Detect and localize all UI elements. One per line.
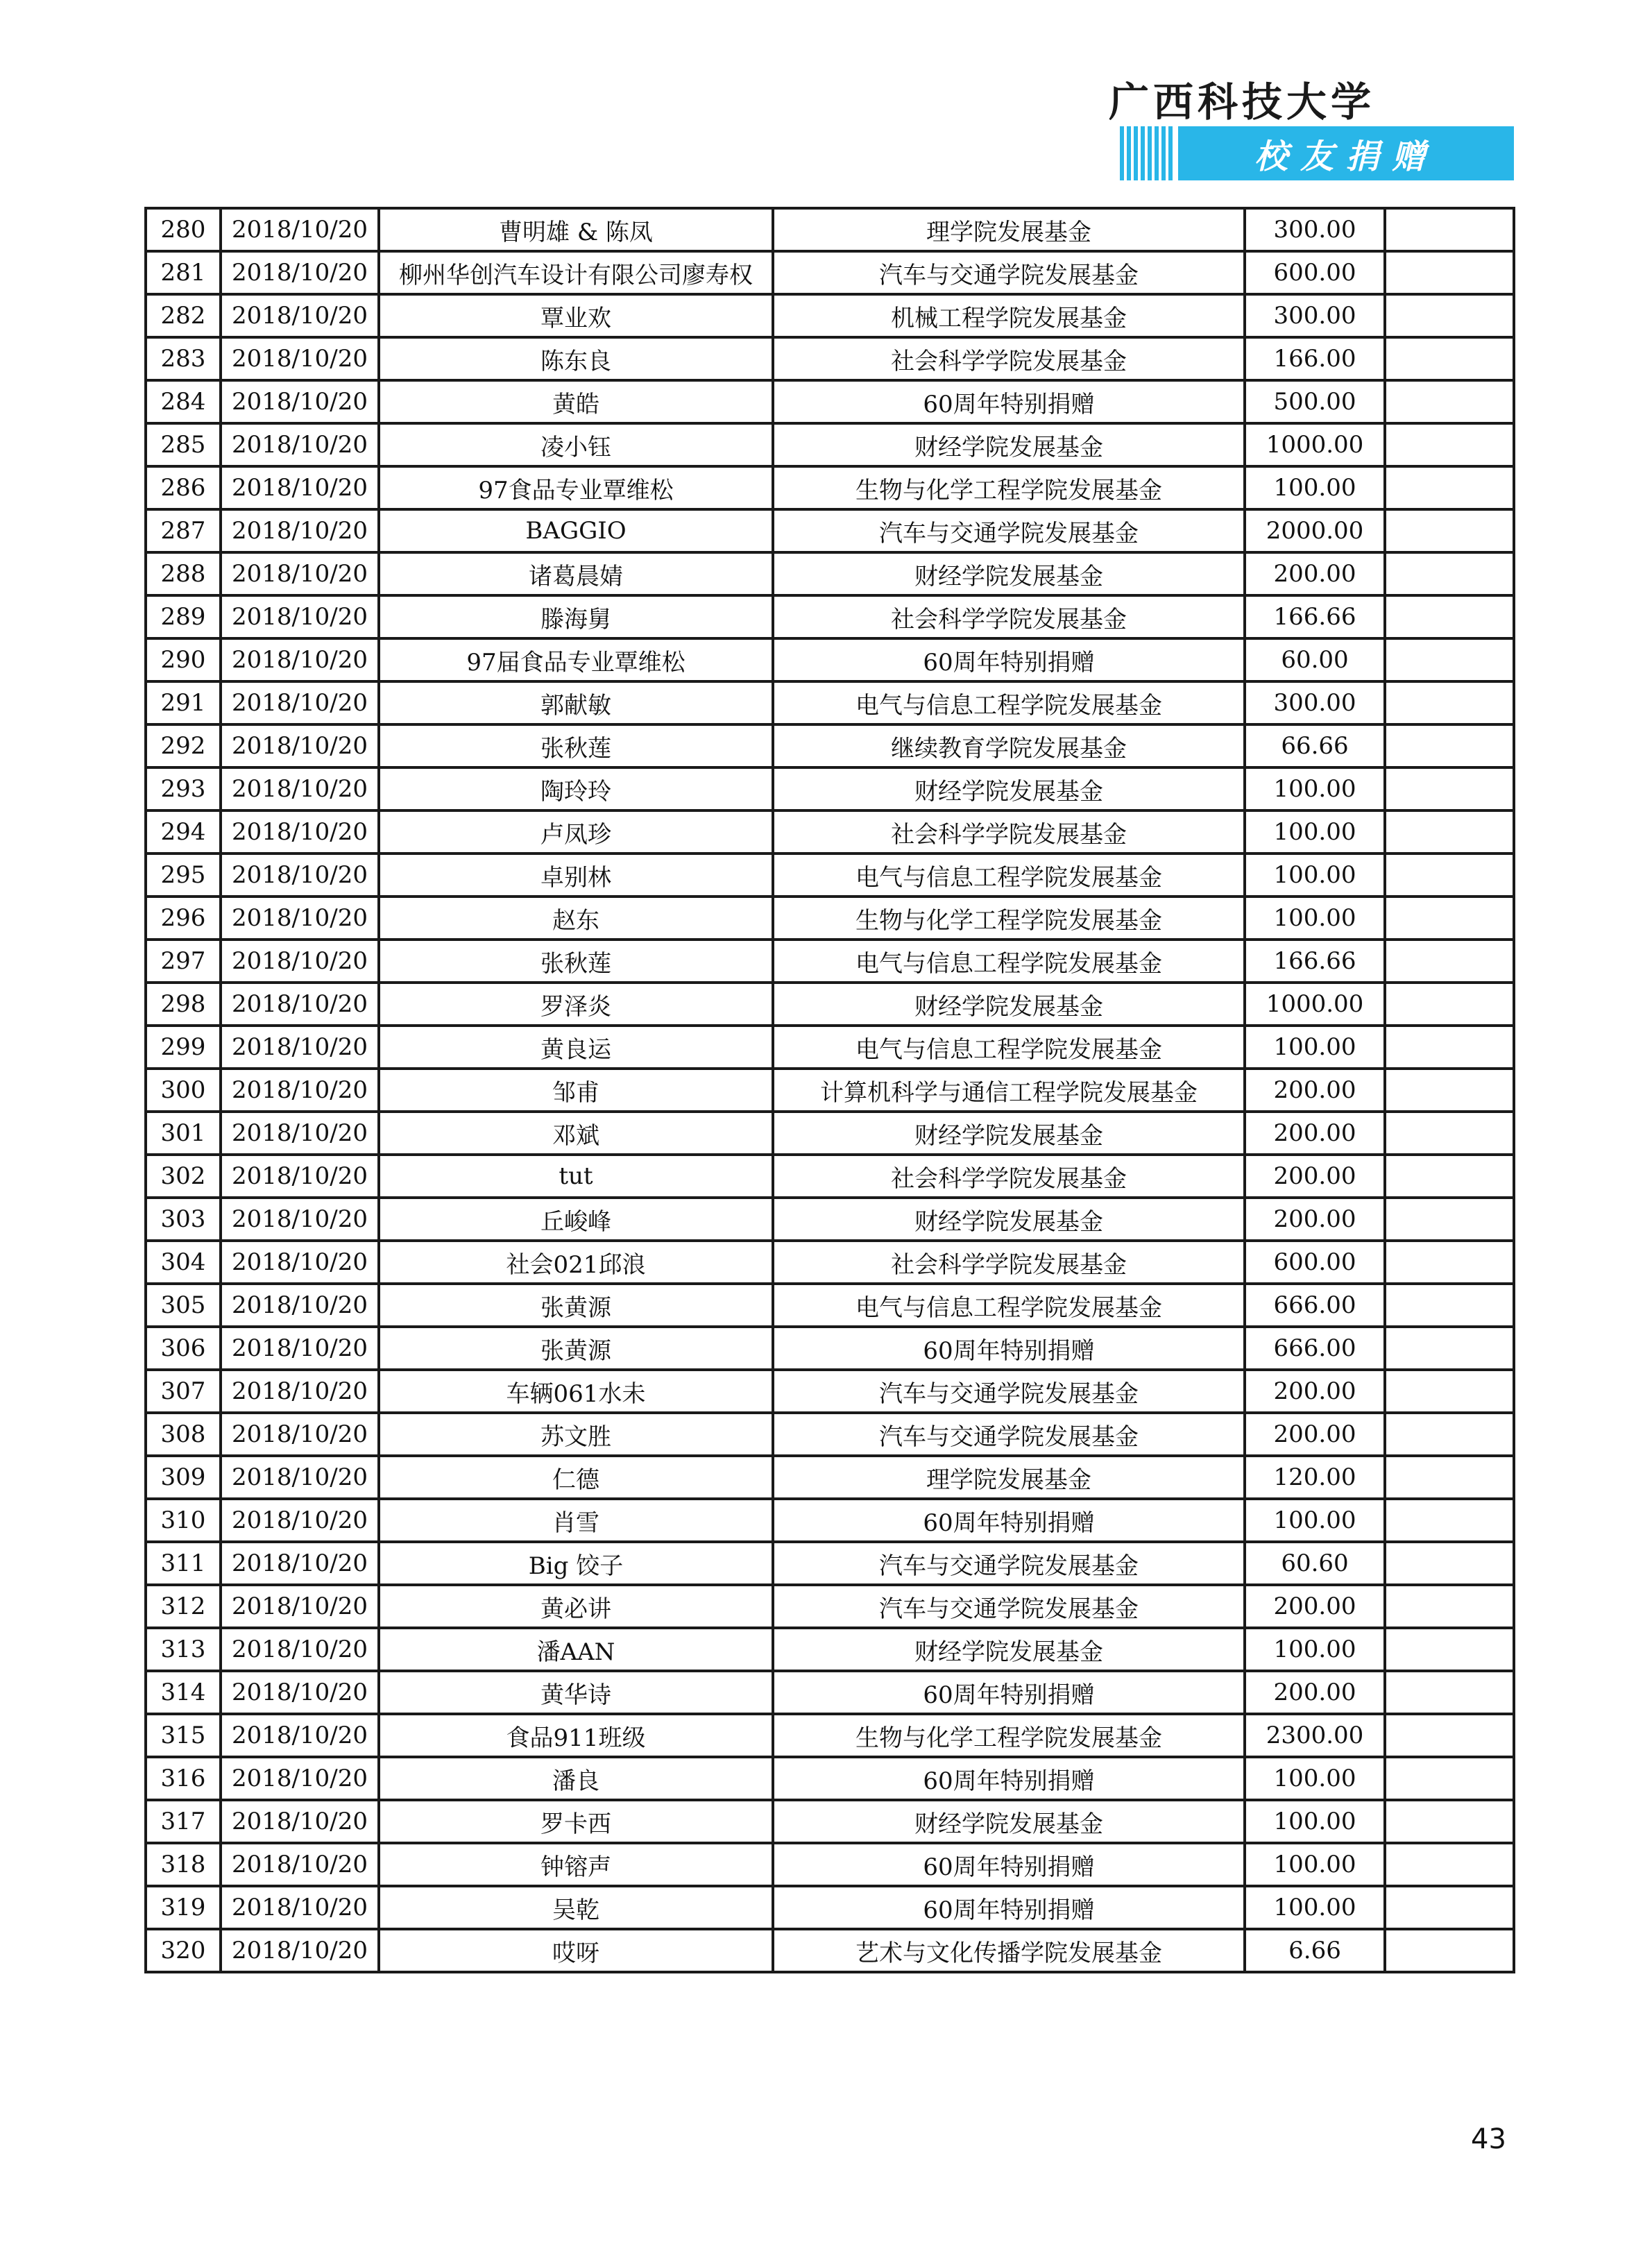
donor-name-cell: 张黄源 (379, 1284, 773, 1327)
amount-cell: 100.00 (1245, 1026, 1385, 1069)
fund-name-cell: 财经学院发展基金 (773, 767, 1245, 810)
amount-cell: 200.00 (1245, 1370, 1385, 1413)
row-index-cell: 289 (146, 595, 221, 638)
fund-name-cell: 财经学院发展基金 (773, 1628, 1245, 1671)
table-row (146, 1585, 1514, 1628)
donation-date-cell: 2018/10/20 (221, 337, 379, 380)
fund-name-cell: 理学院发展基金 (773, 208, 1245, 251)
donor-name-cell: 黄必讲 (379, 1585, 773, 1628)
donor-name-cell: 赵东 (379, 897, 773, 940)
donation-date-cell: 2018/10/20 (221, 1585, 379, 1628)
fund-name-cell: 机械工程学院发展基金 (773, 294, 1245, 337)
note-cell (1385, 1069, 1514, 1112)
table-row (146, 1026, 1514, 1069)
donation-date-cell: 2018/10/20 (221, 1069, 379, 1112)
fund-name-cell: 生物与化学工程学院发展基金 (773, 1714, 1245, 1757)
table-row (146, 1929, 1514, 1972)
amount-cell: 120.00 (1245, 1456, 1385, 1499)
donation-date-cell: 2018/10/20 (221, 1757, 379, 1800)
amount-cell: 100.00 (1245, 1757, 1385, 1800)
table-row (146, 380, 1514, 423)
donor-name-cell: 曹明雄 & 陈凤 (379, 208, 773, 251)
amount-cell: 100.00 (1245, 1800, 1385, 1843)
row-index-cell: 299 (146, 1026, 221, 1069)
donation-date-cell: 2018/10/20 (221, 1800, 379, 1843)
donation-date-cell: 2018/10/20 (221, 940, 379, 983)
row-index-cell: 285 (146, 423, 221, 466)
donor-name-cell: 吴乾 (379, 1886, 773, 1929)
fund-name-cell: 60周年特别捐赠 (773, 1671, 1245, 1714)
fund-name-cell: 电气与信息工程学院发展基金 (773, 1284, 1245, 1327)
row-index-cell: 318 (146, 1843, 221, 1886)
fund-name-cell: 60周年特别捐赠 (773, 1757, 1245, 1800)
donor-name-cell: 罗卡西 (379, 1800, 773, 1843)
donation-date-cell: 2018/10/20 (221, 1198, 379, 1241)
note-cell (1385, 509, 1514, 552)
table-row (146, 251, 1514, 294)
note-cell (1385, 983, 1514, 1026)
donor-name-cell: 陶玲玲 (379, 767, 773, 810)
table-row (146, 1800, 1514, 1843)
fund-name-cell: 财经学院发展基金 (773, 1198, 1245, 1241)
donation-date-cell: 2018/10/20 (221, 767, 379, 810)
note-cell (1385, 380, 1514, 423)
note-cell (1385, 423, 1514, 466)
table-row (146, 294, 1514, 337)
fund-name-cell: 汽车与交通学院发展基金 (773, 1585, 1245, 1628)
fund-name-cell: 60周年特别捐赠 (773, 1499, 1245, 1542)
section-banner (1120, 126, 1514, 180)
amount-cell: 100.00 (1245, 810, 1385, 854)
row-index-cell: 314 (146, 1671, 221, 1714)
donor-name-cell: BAGGIO (379, 509, 773, 552)
row-index-cell: 302 (146, 1155, 221, 1198)
table-row (146, 940, 1514, 983)
note-cell (1385, 1284, 1514, 1327)
donor-name-cell: 潘AAN (379, 1628, 773, 1671)
amount-cell: 600.00 (1245, 251, 1385, 294)
donation-date-cell: 2018/10/20 (221, 1456, 379, 1499)
table-row (146, 1499, 1514, 1542)
table-row (146, 681, 1514, 724)
amount-cell: 100.00 (1245, 1628, 1385, 1671)
row-index-cell: 309 (146, 1456, 221, 1499)
donation-date-cell: 2018/10/20 (221, 423, 379, 466)
fund-name-cell: 继续教育学院发展基金 (773, 724, 1245, 767)
row-index-cell: 284 (146, 380, 221, 423)
donation-date-cell: 2018/10/20 (221, 1284, 379, 1327)
amount-cell: 200.00 (1245, 1198, 1385, 1241)
note-cell (1385, 1112, 1514, 1155)
row-index-cell: 317 (146, 1800, 221, 1843)
row-index-cell: 293 (146, 767, 221, 810)
fund-name-cell: 财经学院发展基金 (773, 983, 1245, 1026)
table-row (146, 552, 1514, 595)
fund-name-cell: 汽车与交通学院发展基金 (773, 1413, 1245, 1456)
table-row (146, 897, 1514, 940)
row-index-cell: 295 (146, 854, 221, 897)
row-index-cell: 310 (146, 1499, 221, 1542)
table-row (146, 638, 1514, 681)
amount-cell: 666.00 (1245, 1284, 1385, 1327)
fund-name-cell: 理学院发展基金 (773, 1456, 1245, 1499)
note-cell (1385, 638, 1514, 681)
note-cell (1385, 854, 1514, 897)
note-cell (1385, 724, 1514, 767)
note-cell (1385, 1585, 1514, 1628)
donation-date-cell: 2018/10/20 (221, 595, 379, 638)
note-cell (1385, 294, 1514, 337)
donation-date-cell: 2018/10/20 (221, 380, 379, 423)
row-index-cell: 280 (146, 208, 221, 251)
table-row (146, 1456, 1514, 1499)
table-row (146, 1069, 1514, 1112)
donation-date-cell: 2018/10/20 (221, 1112, 379, 1155)
fund-name-cell: 财经学院发展基金 (773, 1800, 1245, 1843)
donation-date-cell: 2018/10/20 (221, 1413, 379, 1456)
donor-name-cell: 97食品专业覃维松 (379, 466, 773, 509)
donor-name-cell: 丘峻峰 (379, 1198, 773, 1241)
fund-name-cell: 60周年特别捐赠 (773, 1327, 1245, 1370)
note-cell (1385, 595, 1514, 638)
banner-bar (1178, 126, 1514, 180)
table-row (146, 1241, 1514, 1284)
note-cell (1385, 552, 1514, 595)
donor-name-cell: 卢凤珍 (379, 810, 773, 854)
table-row (146, 854, 1514, 897)
amount-cell: 200.00 (1245, 1069, 1385, 1112)
table-row (146, 466, 1514, 509)
note-cell (1385, 1628, 1514, 1671)
row-index-cell: 287 (146, 509, 221, 552)
donor-name-cell: 97届食品专业覃维松 (379, 638, 773, 681)
donation-date-cell: 2018/10/20 (221, 1499, 379, 1542)
note-cell (1385, 1370, 1514, 1413)
table-row (146, 1327, 1514, 1370)
fund-name-cell: 财经学院发展基金 (773, 423, 1245, 466)
row-index-cell: 306 (146, 1327, 221, 1370)
row-index-cell: 301 (146, 1112, 221, 1155)
donation-date-cell: 2018/10/20 (221, 983, 379, 1026)
note-cell (1385, 1327, 1514, 1370)
row-index-cell: 307 (146, 1370, 221, 1413)
note-cell (1385, 466, 1514, 509)
fund-name-cell: 汽车与交通学院发展基金 (773, 1370, 1245, 1413)
fund-name-cell: 电气与信息工程学院发展基金 (773, 681, 1245, 724)
donation-table (144, 207, 1515, 1973)
amount-cell: 200.00 (1245, 552, 1385, 595)
fund-name-cell: 60周年特别捐赠 (773, 1886, 1245, 1929)
fund-name-cell: 电气与信息工程学院发展基金 (773, 1026, 1245, 1069)
row-index-cell: 315 (146, 1714, 221, 1757)
fund-name-cell: 社会科学学院发展基金 (773, 810, 1245, 854)
table-row (146, 1542, 1514, 1585)
note-cell (1385, 1456, 1514, 1499)
donation-date-cell: 2018/10/20 (221, 1843, 379, 1886)
fund-name-cell: 生物与化学工程学院发展基金 (773, 466, 1245, 509)
donation-date-cell: 2018/10/20 (221, 208, 379, 251)
donor-name-cell: 卓别林 (379, 854, 773, 897)
table-row (146, 423, 1514, 466)
amount-cell: 166.00 (1245, 337, 1385, 380)
amount-cell: 500.00 (1245, 380, 1385, 423)
donor-name-cell: 肖雪 (379, 1499, 773, 1542)
donation-date-cell: 2018/10/20 (221, 897, 379, 940)
donor-name-cell: 张秋莲 (379, 940, 773, 983)
page-number: 43 (1471, 2123, 1506, 2155)
note-cell (1385, 337, 1514, 380)
donor-name-cell: 社会021邱浪 (379, 1241, 773, 1284)
table-row (146, 724, 1514, 767)
row-index-cell: 312 (146, 1585, 221, 1628)
note-cell (1385, 251, 1514, 294)
table-row (146, 983, 1514, 1026)
row-index-cell: 313 (146, 1628, 221, 1671)
fund-name-cell: 汽车与交通学院发展基金 (773, 509, 1245, 552)
note-cell (1385, 681, 1514, 724)
table-row (146, 1112, 1514, 1155)
amount-cell: 100.00 (1245, 1843, 1385, 1886)
note-cell (1385, 1757, 1514, 1800)
donor-name-cell: 陈东良 (379, 337, 773, 380)
amount-cell: 200.00 (1245, 1671, 1385, 1714)
amount-cell: 100.00 (1245, 767, 1385, 810)
donor-name-cell: 钟镕声 (379, 1843, 773, 1886)
donation-date-cell: 2018/10/20 (221, 1714, 379, 1757)
amount-cell: 300.00 (1245, 681, 1385, 724)
fund-name-cell: 社会科学学院发展基金 (773, 1155, 1245, 1198)
donor-name-cell: 黄华诗 (379, 1671, 773, 1714)
donor-name-cell: 滕海舅 (379, 595, 773, 638)
donor-name-cell: 凌小钰 (379, 423, 773, 466)
amount-cell: 300.00 (1245, 294, 1385, 337)
table-row (146, 1671, 1514, 1714)
section-title: 校友捐赠 (1254, 137, 1438, 176)
donor-name-cell: 黄良运 (379, 1026, 773, 1069)
table-row (146, 767, 1514, 810)
table-row (146, 1370, 1514, 1413)
row-index-cell: 292 (146, 724, 221, 767)
note-cell (1385, 1843, 1514, 1886)
fund-name-cell: 艺术与文化传播学院发展基金 (773, 1929, 1245, 1972)
donation-date-cell: 2018/10/20 (221, 681, 379, 724)
fund-name-cell: 社会科学学院发展基金 (773, 1241, 1245, 1284)
table-row (146, 1284, 1514, 1327)
fund-name-cell: 财经学院发展基金 (773, 1112, 1245, 1155)
table-row (146, 1155, 1514, 1198)
note-cell (1385, 940, 1514, 983)
donation-date-cell: 2018/10/20 (221, 466, 379, 509)
note-cell (1385, 1241, 1514, 1284)
donation-date-cell: 2018/10/20 (221, 638, 379, 681)
fund-name-cell: 60周年特别捐赠 (773, 380, 1245, 423)
note-cell (1385, 1800, 1514, 1843)
fund-name-cell: 60周年特别捐赠 (773, 1843, 1245, 1886)
amount-cell: 600.00 (1245, 1241, 1385, 1284)
row-index-cell: 294 (146, 810, 221, 854)
donor-name-cell: 车辆061水未 (379, 1370, 773, 1413)
donation-table-container (144, 207, 1513, 1973)
row-index-cell: 303 (146, 1198, 221, 1241)
page-header-title: 广西科技大学 (1109, 78, 1376, 126)
note-cell (1385, 1714, 1514, 1757)
donor-name-cell: 覃业欢 (379, 294, 773, 337)
donor-name-cell: 邹甫 (379, 1069, 773, 1112)
donor-name-cell: tut (379, 1155, 773, 1198)
donation-date-cell: 2018/10/20 (221, 724, 379, 767)
donor-name-cell: 张秋莲 (379, 724, 773, 767)
row-index-cell: 297 (146, 940, 221, 983)
row-index-cell: 300 (146, 1069, 221, 1112)
amount-cell: 200.00 (1245, 1112, 1385, 1155)
row-index-cell: 286 (146, 466, 221, 509)
fund-name-cell: 生物与化学工程学院发展基金 (773, 897, 1245, 940)
amount-cell: 166.66 (1245, 595, 1385, 638)
table-row (146, 595, 1514, 638)
table-row (146, 810, 1514, 854)
donation-date-cell: 2018/10/20 (221, 1929, 379, 1972)
amount-cell: 666.00 (1245, 1327, 1385, 1370)
donor-name-cell: 郭献敏 (379, 681, 773, 724)
fund-name-cell: 社会科学学院发展基金 (773, 337, 1245, 380)
donor-name-cell: 潘良 (379, 1757, 773, 1800)
fund-name-cell: 汽车与交通学院发展基金 (773, 251, 1245, 294)
note-cell (1385, 1499, 1514, 1542)
note-cell (1385, 1413, 1514, 1456)
row-index-cell: 283 (146, 337, 221, 380)
amount-cell: 100.00 (1245, 466, 1385, 509)
amount-cell: 2300.00 (1245, 1714, 1385, 1757)
note-cell (1385, 208, 1514, 251)
amount-cell: 100.00 (1245, 1499, 1385, 1542)
table-row (146, 1413, 1514, 1456)
donation-date-cell: 2018/10/20 (221, 1155, 379, 1198)
donor-name-cell: 张黄源 (379, 1327, 773, 1370)
row-index-cell: 281 (146, 251, 221, 294)
note-cell (1385, 1886, 1514, 1929)
donation-date-cell: 2018/10/20 (221, 854, 379, 897)
note-cell (1385, 1542, 1514, 1585)
amount-cell: 300.00 (1245, 208, 1385, 251)
amount-cell: 66.66 (1245, 724, 1385, 767)
donation-date-cell: 2018/10/20 (221, 552, 379, 595)
note-cell (1385, 897, 1514, 940)
table-row (146, 1714, 1514, 1757)
amount-cell: 100.00 (1245, 897, 1385, 940)
amount-cell: 2000.00 (1245, 509, 1385, 552)
row-index-cell: 304 (146, 1241, 221, 1284)
amount-cell: 100.00 (1245, 854, 1385, 897)
amount-cell: 60.60 (1245, 1542, 1385, 1585)
donation-date-cell: 2018/10/20 (221, 1628, 379, 1671)
note-cell (1385, 1026, 1514, 1069)
donation-date-cell: 2018/10/20 (221, 1886, 379, 1929)
amount-cell: 100.00 (1245, 1886, 1385, 1929)
donor-name-cell: 苏文胜 (379, 1413, 773, 1456)
donor-name-cell: 仁德 (379, 1456, 773, 1499)
donor-name-cell: 诸葛晨婧 (379, 552, 773, 595)
donation-table-body (146, 208, 1514, 1972)
fund-name-cell: 财经学院发展基金 (773, 552, 1245, 595)
table-row (146, 1843, 1514, 1886)
fund-name-cell: 汽车与交通学院发展基金 (773, 1542, 1245, 1585)
note-cell (1385, 767, 1514, 810)
donor-name-cell: Big 饺子 (379, 1542, 773, 1585)
table-row (146, 1628, 1514, 1671)
row-index-cell: 311 (146, 1542, 221, 1585)
row-index-cell: 291 (146, 681, 221, 724)
donation-date-cell: 2018/10/20 (221, 1026, 379, 1069)
donation-date-cell: 2018/10/20 (221, 1370, 379, 1413)
table-row (146, 509, 1514, 552)
donor-name-cell: 黄皓 (379, 380, 773, 423)
table-row (146, 1757, 1514, 1800)
amount-cell: 1000.00 (1245, 983, 1385, 1026)
fund-name-cell: 60周年特别捐赠 (773, 638, 1245, 681)
row-index-cell: 305 (146, 1284, 221, 1327)
fund-name-cell: 电气与信息工程学院发展基金 (773, 940, 1245, 983)
donor-name-cell: 邓斌 (379, 1112, 773, 1155)
row-index-cell: 316 (146, 1757, 221, 1800)
donor-name-cell: 哎呀 (379, 1929, 773, 1972)
donor-name-cell: 罗泽炎 (379, 983, 773, 1026)
fund-name-cell: 社会科学学院发展基金 (773, 595, 1245, 638)
table-row (146, 1198, 1514, 1241)
donation-date-cell: 2018/10/20 (221, 294, 379, 337)
fund-name-cell: 电气与信息工程学院发展基金 (773, 854, 1245, 897)
donation-date-cell: 2018/10/20 (221, 1542, 379, 1585)
row-index-cell: 319 (146, 1886, 221, 1929)
table-row (146, 208, 1514, 251)
row-index-cell: 308 (146, 1413, 221, 1456)
table-row (146, 337, 1514, 380)
amount-cell: 200.00 (1245, 1413, 1385, 1456)
note-cell (1385, 1155, 1514, 1198)
table-row (146, 1886, 1514, 1929)
note-cell (1385, 810, 1514, 854)
amount-cell: 1000.00 (1245, 423, 1385, 466)
banner-stripes (1120, 126, 1174, 180)
note-cell (1385, 1198, 1514, 1241)
row-index-cell: 298 (146, 983, 221, 1026)
note-cell (1385, 1671, 1514, 1714)
amount-cell: 200.00 (1245, 1585, 1385, 1628)
donation-date-cell: 2018/10/20 (221, 1241, 379, 1284)
donor-name-cell: 食品911班级 (379, 1714, 773, 1757)
row-index-cell: 296 (146, 897, 221, 940)
row-index-cell: 290 (146, 638, 221, 681)
donation-date-cell: 2018/10/20 (221, 509, 379, 552)
donation-date-cell: 2018/10/20 (221, 810, 379, 854)
amount-cell: 166.66 (1245, 940, 1385, 983)
donation-date-cell: 2018/10/20 (221, 1327, 379, 1370)
amount-cell: 200.00 (1245, 1155, 1385, 1198)
donation-date-cell: 2018/10/20 (221, 251, 379, 294)
amount-cell: 60.00 (1245, 638, 1385, 681)
row-index-cell: 282 (146, 294, 221, 337)
donation-date-cell: 2018/10/20 (221, 1671, 379, 1714)
fund-name-cell: 计算机科学与通信工程学院发展基金 (773, 1069, 1245, 1112)
row-index-cell: 320 (146, 1929, 221, 1972)
row-index-cell: 288 (146, 552, 221, 595)
donor-name-cell: 柳州华创汽车设计有限公司廖寿权 (379, 251, 773, 294)
amount-cell: 6.66 (1245, 1929, 1385, 1972)
note-cell (1385, 1929, 1514, 1972)
